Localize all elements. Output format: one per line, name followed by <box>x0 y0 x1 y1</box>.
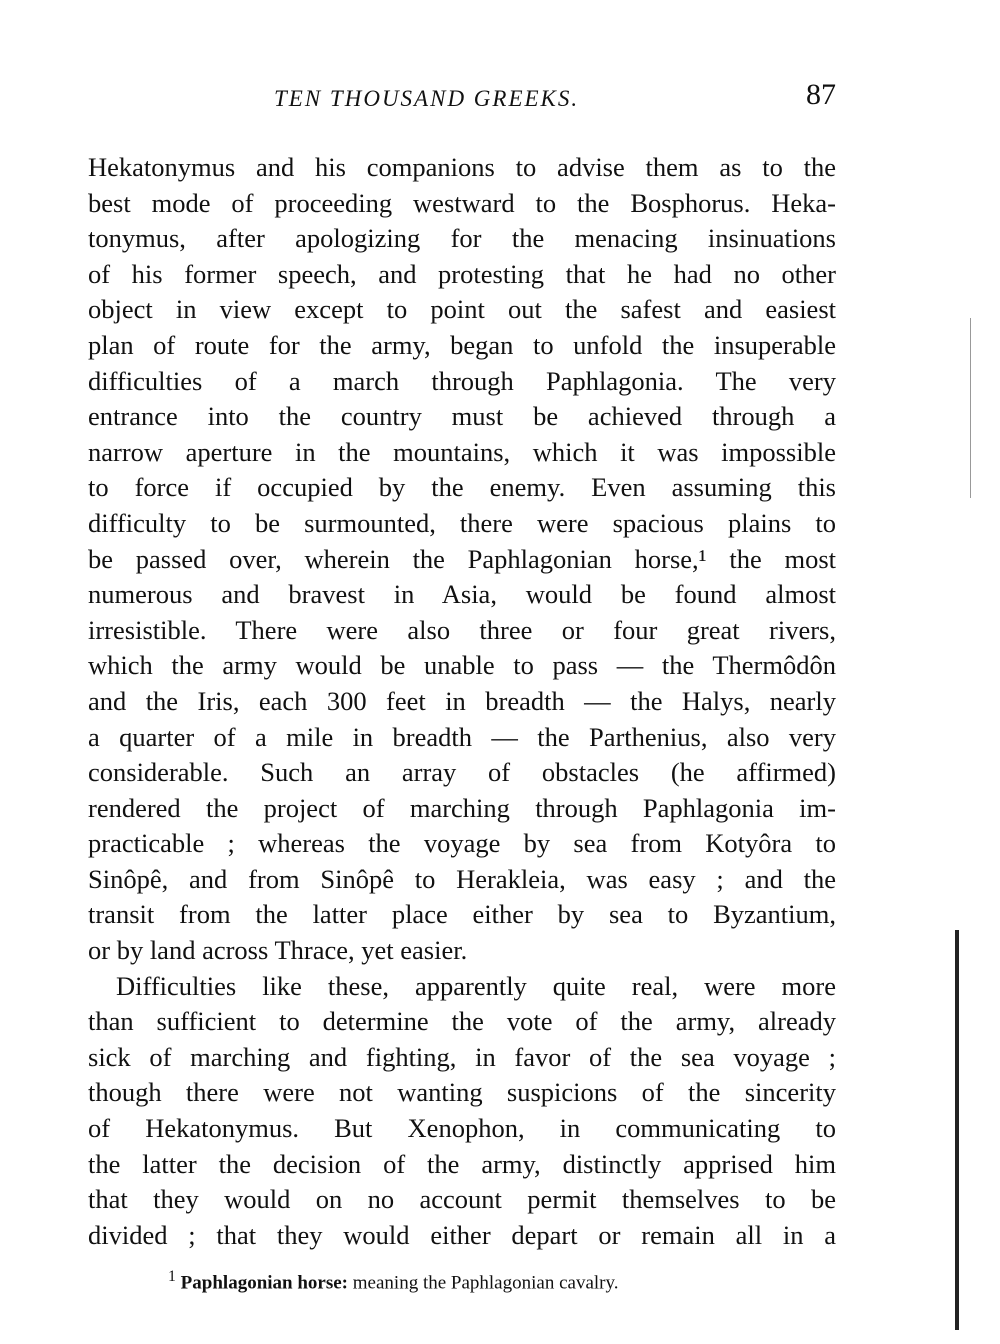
text-line: divided ; that they would either depart or remain all in a <box>88 1219 836 1250</box>
text-line: which the army would be unable to pass — the Thermôdôn <box>88 650 836 681</box>
text-line: best mode of proceeding westward to the Bosphorus. Heka- <box>88 187 836 218</box>
page-number: 87 <box>806 78 836 111</box>
footnote-marker: 1 <box>168 1268 176 1285</box>
text-line: and the Iris, each 300 feet in breadth — the Halys, nearly <box>88 685 836 716</box>
text-line: transit from the latter place either by sea to Byzantium, <box>88 899 836 930</box>
text-line: rendered the project of marching through Paphlagonia im- <box>88 792 836 823</box>
footnote <box>168 1268 619 1294</box>
text-line: though there were not wanting suspicions of the sincerity <box>88 1077 836 1108</box>
text-line: of Hekatonymus. But Xenophon, in communicating to <box>88 1113 836 1144</box>
text-line: sick of marching and fighting, in favor of the sea voyage ; <box>88 1041 836 1072</box>
page-header <box>88 76 836 116</box>
text-line: object in view except to point out the safest and easiest <box>88 294 836 325</box>
text-line: to force if occupied by the enemy. Even assuming this <box>88 472 836 503</box>
text-line: practicable ; whereas the voyage by sea from Kotyôra to <box>88 828 836 859</box>
running-title: TEN THOUSAND GREEKS. <box>274 86 580 111</box>
text-line: narrow aperture in the mountains, which it was impossible <box>88 436 836 467</box>
text-line: than sufficient to determine the vote of the army, already <box>88 1006 836 1037</box>
text-line: the latter the decision of the army, distinctly apprised him <box>88 1148 836 1179</box>
footnote-text: meaning the Paphlagonian cavalry. <box>348 1272 619 1294</box>
text-line: considerable. Such an array of obstacles (he affirmed) <box>88 757 836 788</box>
text-line: that they would on no account permit themselves to be <box>88 1184 836 1215</box>
text-line: difficulty to be surmounted, there were spacious plains to <box>88 507 836 538</box>
text-line: Sinôpê, and from Sinôpê to Herakleia, was easy ; and the <box>88 863 836 894</box>
text-line: irresistible. There were also three or four great rivers, <box>88 614 836 645</box>
text-line: Hekatonymus and his companions to advise them as to the <box>88 152 836 182</box>
text-line: or by land across Thrace, yet easier. <box>88 935 468 966</box>
scan-edge-mark <box>955 930 959 1330</box>
body-text <box>88 150 836 1253</box>
text-line: tonymus, after apologizing for the menacing insinuations <box>88 223 836 254</box>
footnote-term: Paphlagonian horse: <box>180 1272 349 1294</box>
text-line: plan of route for the army, began to unfold the insuperable <box>88 329 836 360</box>
text-line: entrance into the country must be achieved through a <box>88 401 836 432</box>
text-line: difficulties of a march through Paphlagonia. The very <box>88 365 836 396</box>
text-line: Difficulties like these, apparently quite real, were more <box>116 970 836 1001</box>
text-line: numerous and bravest in Asia, would be found almost <box>88 579 836 610</box>
scan-edge-mark <box>970 318 971 498</box>
text-line: of his former speech, and protesting that he had no other <box>88 258 836 289</box>
text-line: a quarter of a mile in breadth — the Parthenius, also very <box>88 721 836 752</box>
text-line: be passed over, wherein the Paphlagonian horse,¹ the most <box>88 543 836 574</box>
